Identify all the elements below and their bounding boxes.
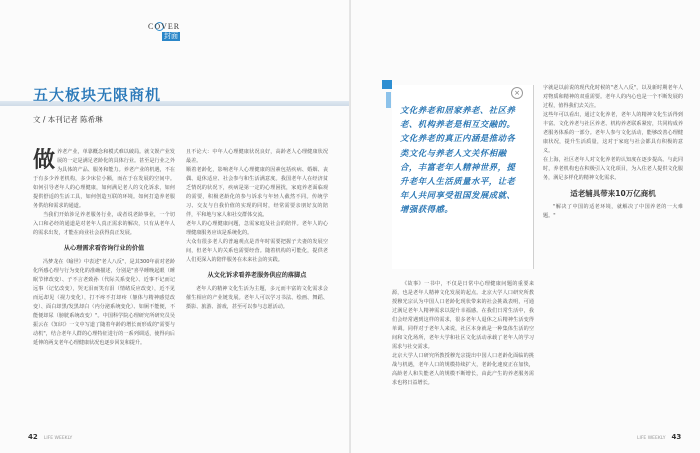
subhead-aids: 适老辅具带来10万亿商机 <box>570 189 656 198</box>
article-byline: 文 / 本刊记者 陈希琳 <box>33 115 103 124</box>
body-paragraph: 且不论大：中年人心理健康状况良好，高龄老人心理健康状况最差。 顺着老龄化，影响老年人心理健康的因素包括疾病、婚姻、丧偶、退休适应、社会参与和生活满意度。我国老年人在经济贫乏情况的状况下，疾病是第一定的心理困扰，家庭养老面临观的需要，积极老龄化的参与诉求与年轻人截然不同。传统学习、交友与自我价值的实现的同时，经常需要亲朋好友的陪伴，平和地与家人和社交群体交流。 老年人的心理健康问题，急需家庭及社会的陪伴。老年人的心理健康服务应该是系统化的。 大众有很多老人的普遍观点是青年时需要把握子夫妻的发展空间，但老年人的关系也需要经营。随着机构的可能化，提供老人们更深入的陪伴服务在未来社会的实践。 <box>186 149 328 263</box>
column-1 <box>33 148 175 430</box>
quote-accent <box>382 80 392 89</box>
footer-left <box>28 433 76 441</box>
intro-paragraph-2: 当我们开始涉足养老服务行业，或者说老龄事业，一个切入口和必经的通道是对老年人真正需求的解决，只有从老年人的需求出发，才能在商业社会获得真正发展。 <box>33 212 175 236</box>
page-fold <box>349 0 351 453</box>
subhead-culture: 从文化诉求看养老服务供应的落脚点 <box>207 272 307 279</box>
column-4 <box>543 84 683 430</box>
body-paragraph: 字就是以前说的现代化时候的"老人八反"，以及新时期老年人对物质和精神的双重需要。老年人的内心也是一个不断发展的过程，值得我们去关注。 这些年可以看出，通过文化养老，老年人的精神文化生活得到丰富。文化养老与社区养老、机构养老联系紧密，共同构成养老服务体系的一部分。老年人参与文化活动，能够改善心理健康状况，提升生活质量，这对于家庭与社会都具有积极的意义。 在上海，社区老年人对文化养老的认知度在逐步提高。与此同时，养老机构也在积极引入文化项目，为入住老人提供文化服务，满足多样化的精神文化需求。 <box>543 85 683 181</box>
magazine-name: LIFE WEEKLY <box>43 436 73 441</box>
pull-quote-text: 文化养老和居家养老、社区养老、机构养老是相互交融的。文化养老的真正内涵是推动各类文化与养老人文关怀相融合，丰富老年人精神世界，提升老年人生活质量水平，让老年人共同享受祖国发展成就、增强获得感。 <box>400 105 516 215</box>
page-number-right: 43 <box>671 433 682 441</box>
body-paragraph: 《故事》一书中，不仅是日常中心理健康问题的重要来源，也是老年人精神文化发展的起点。北京大学人口研究所教授穆光宗认为中国人口老龄化现状带来的社会挑战表明，可通过满足老年人精神需求以提升幸福感。在我们日常生活中，我们会经常遇到这样的需求，很多老年人退休之后精神生活变得单调。同样对于老年人来说，社区本身就是一种集体生活的空间和文化场所，老年大学和社区文化活动承载了老年人的学习需求与社交需求。 北京大学人口研究所教授穆光宗提出中国人口老龄化面临的挑战与机遇，老年人口的规模持续扩大，老龄化速度正在加快，高龄老人和失能老人的规模不断增长，由此产生的养老服务需求也将日益增长。 <box>392 281 534 386</box>
section-logo <box>148 22 192 44</box>
body-paragraph: 冯梦龙在《喻世》中表述"老人八反"，是其300年前对老龄化所感心理与行为变化的准确描述，分别是"喜早睡晚起眼（睡眠节律改变）、子不言老致孙（代际关系变化）、近事不记而记远事（记忆改变），哭无泪而笑有泪（情绪反应改变），近不见而远却见（视力变化），打不疼不打却疼（躯体与精神感觉改变）、面白却黑/发黑却白（内分泌系统变化）、如厕不能便，不能便却尿（膀胱系统改变）"。中国科学院心理研究所研究员吴振云在《知识》一文中写道了随着年龄的增长而形成的"需要与动机"，结合老年人群的心理特征进行的一系列调适，使得向后延伸的两支老年心理健康状况也逐步回复和提升。 <box>33 259 175 346</box>
footer-right <box>633 433 681 441</box>
section-word: COVER <box>148 22 181 31</box>
quote-accent-bar <box>386 92 391 108</box>
intro-paragraph: 养老产业，单靠概念和模式难以破局。就文娱产业发展的一定是满足老龄化的具体行业。甚至是行业之外为具体的产品、服务和能力。养老产业的机遇，不在于有多少养老机构，多少床位小额，而在于在发展的空间中。如何引导老年人的心理健康，如何满足老人的文化诉求，如何提供舒适的生活工具，如何创造互联的环境。如何打造养老服务供给和需求的通道。 <box>33 149 175 209</box>
article-title: 五大板块无限商机 <box>33 86 162 104</box>
section-tag: 封面 <box>164 32 178 40</box>
body-paragraph: "解决了中国的适老环境，就解决了中国养老的一大难题。" <box>543 204 683 219</box>
close-icon[interactable]: × <box>511 87 523 99</box>
subhead-psychology: 从心理需求看咨询行业的价值 <box>63 245 145 252</box>
column-3 <box>392 280 534 430</box>
drop-cap: 做 <box>33 148 56 173</box>
body-paragraph: 老年人的精神文化生活为主题，多元而丰富的文化需求会催生相应的产业链发展。老年人可以学习书法、绘画、舞蹈、摄影、旅游、游戏，甚至可以参与志愿活动。 <box>186 286 328 310</box>
magazine-name: LIFE WEEKLY <box>637 436 666 441</box>
page-number-left: 42 <box>28 433 38 441</box>
column-2 <box>186 148 328 430</box>
